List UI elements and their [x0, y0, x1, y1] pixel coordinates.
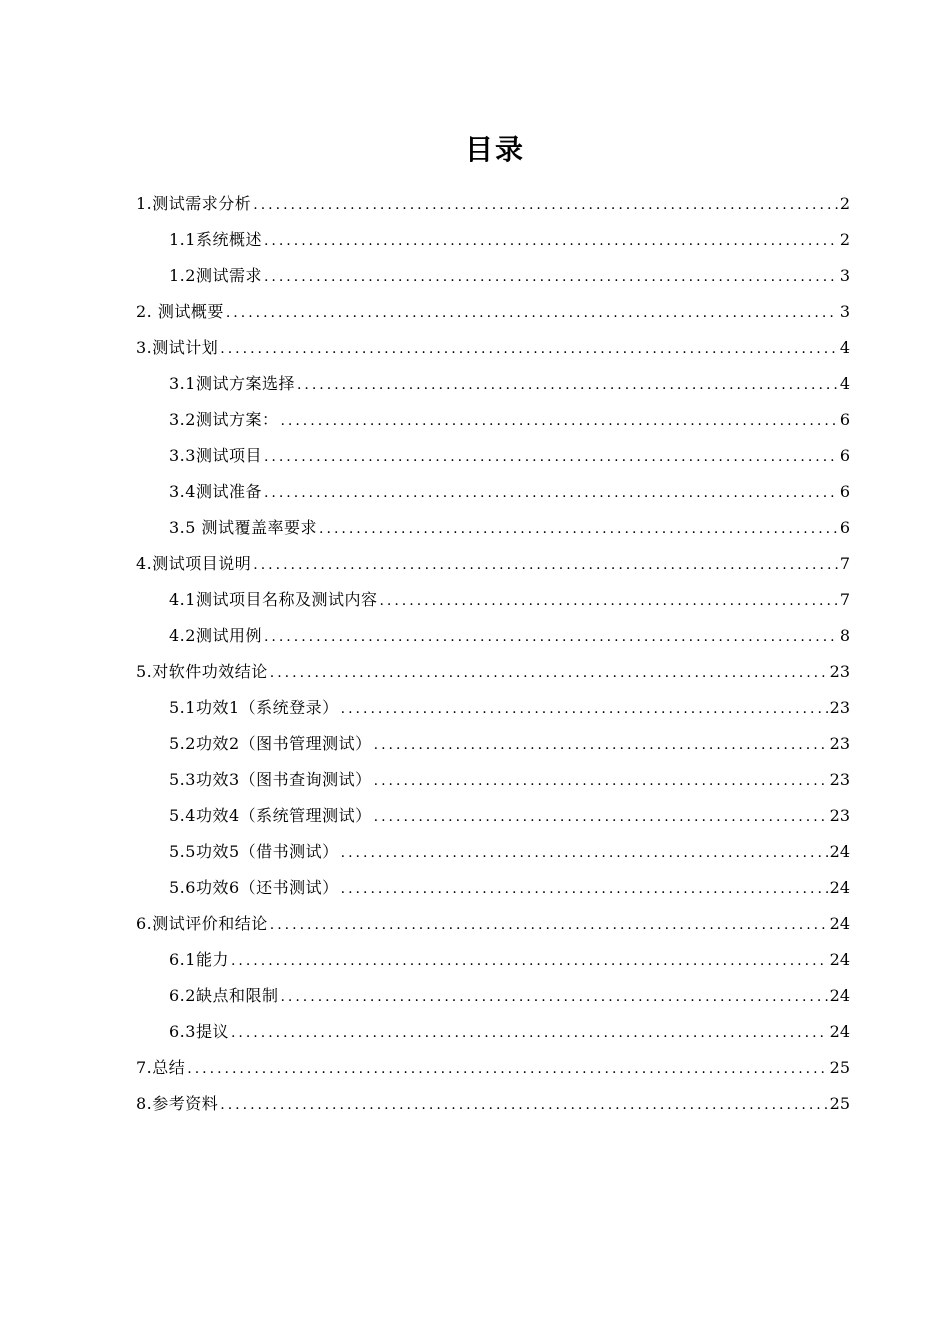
toc-dot-leader — [374, 727, 828, 763]
toc-dot-leader — [231, 943, 828, 979]
toc-dot-leader — [253, 547, 838, 583]
toc-entry-label: 3.3测试项目 — [169, 446, 262, 465]
toc-entry-page-number: 6 — [839, 518, 850, 537]
toc-entry-label: 4.2测试用例 — [169, 626, 262, 645]
toc-entry-page-number: 4 — [839, 338, 850, 357]
toc-entry-label: 1.1系统概述 — [169, 230, 262, 249]
toc-entry-label: 3.测试计划 — [136, 338, 219, 357]
toc-entry[interactable] — [136, 546, 850, 582]
toc-entry-page-number: 2 — [839, 194, 850, 213]
toc-entry-label: 3.2测试方案： — [169, 410, 279, 429]
toc-dot-leader — [264, 439, 838, 475]
toc-entry-page-number: 24 — [829, 1022, 850, 1041]
toc-dot-leader — [220, 1087, 827, 1123]
toc-dot-leader — [264, 619, 838, 655]
toc-dot-leader — [374, 763, 828, 799]
toc-entry-page-number: 24 — [829, 986, 850, 1005]
toc-entry-page-number: 3 — [839, 266, 850, 285]
toc-title: 目录 — [464, 133, 525, 166]
toc-dot-leader — [226, 295, 838, 331]
toc-entry-label: 7.总结 — [136, 1058, 186, 1077]
toc-entry[interactable] — [136, 906, 850, 942]
toc-entry[interactable] — [136, 870, 850, 906]
toc-entry[interactable] — [136, 582, 850, 618]
toc-dot-leader — [187, 1051, 827, 1087]
toc-entry[interactable] — [136, 654, 850, 690]
toc-dot-leader — [270, 655, 828, 691]
toc-entry[interactable] — [136, 294, 850, 330]
toc-entry-page-number: 23 — [829, 806, 850, 825]
toc-entry-page-number: 24 — [829, 950, 850, 969]
toc-entry[interactable] — [136, 366, 850, 402]
toc-entry-page-number: 24 — [829, 842, 850, 861]
toc-entry[interactable] — [136, 1086, 850, 1122]
toc-dot-leader — [253, 187, 838, 223]
toc-entry-label: 6.1能力 — [169, 950, 229, 969]
toc-entry[interactable] — [136, 690, 850, 726]
toc-entry[interactable] — [136, 438, 850, 474]
toc-entry-page-number: 7 — [839, 590, 850, 609]
toc-entry-page-number: 23 — [829, 698, 850, 717]
toc-entry-label: 5.5功效5（借书测试） — [169, 842, 339, 861]
toc-dot-leader — [297, 367, 838, 403]
toc-entry-page-number: 25 — [829, 1094, 850, 1113]
toc-dot-leader — [264, 223, 838, 259]
toc-entry[interactable] — [136, 474, 850, 510]
toc-dot-leader — [264, 475, 838, 511]
toc-entry-label: 3.4测试准备 — [169, 482, 262, 501]
toc-entry-page-number: 7 — [839, 554, 850, 573]
toc-dot-leader — [374, 799, 828, 835]
toc-entry-page-number: 24 — [829, 878, 850, 897]
toc-entry-page-number: 2 — [839, 230, 850, 249]
toc-entry-label: 1.2测试需求 — [169, 266, 262, 285]
toc-entry[interactable] — [136, 942, 850, 978]
toc-entry[interactable] — [136, 402, 850, 438]
toc-dot-leader — [280, 403, 837, 439]
toc-entry-label: 4.测试项目说明 — [136, 554, 252, 573]
toc-entry-label: 5.3功效3（图书查询测试） — [169, 770, 372, 789]
toc-entry-label: 3.1测试方案选择 — [169, 374, 295, 393]
toc-entry-label: 4.1测试项目名称及测试内容 — [169, 590, 378, 609]
toc-entry-page-number: 25 — [829, 1058, 850, 1077]
toc-entry[interactable] — [136, 1014, 850, 1050]
toc-entry[interactable] — [136, 330, 850, 366]
toc-entry-label: 5.4功效4（系统管理测试） — [169, 806, 372, 825]
toc-entry-label: 1.测试需求分析 — [136, 194, 252, 213]
toc-entry-page-number: 23 — [829, 734, 850, 753]
toc-dot-leader — [280, 979, 827, 1015]
toc-entry-label: 5.2功效2（图书管理测试） — [169, 734, 372, 753]
toc-dot-leader — [341, 835, 828, 871]
toc-entry-page-number: 4 — [839, 374, 850, 393]
toc-entry-page-number: 8 — [839, 626, 850, 645]
toc-entry[interactable] — [136, 510, 850, 546]
toc-entry[interactable] — [136, 186, 850, 222]
toc-entry-page-number: 23 — [829, 662, 850, 681]
toc-entry-label: 5.1功效1（系统登录） — [169, 698, 339, 717]
toc-dot-leader — [379, 583, 837, 619]
toc-dot-leader — [270, 907, 828, 943]
toc-list — [136, 186, 850, 1122]
toc-entry-label: 8.参考资料 — [136, 1094, 219, 1113]
toc-entry[interactable] — [136, 258, 850, 294]
toc-entry[interactable] — [136, 762, 850, 798]
toc-entry-label: 3.5 测试覆盖率要求 — [169, 518, 318, 537]
toc-entry[interactable] — [136, 222, 850, 258]
toc-dot-leader — [319, 511, 838, 547]
toc-entry-page-number: 6 — [839, 482, 850, 501]
toc-entry[interactable] — [136, 834, 850, 870]
toc-entry-label: 6.2缺点和限制 — [169, 986, 279, 1005]
toc-dot-leader — [341, 871, 828, 907]
toc-entry[interactable] — [136, 978, 850, 1014]
toc-entry-page-number: 6 — [839, 446, 850, 465]
toc-dot-leader — [231, 1015, 828, 1051]
toc-entry-label: 6.测试评价和结论 — [136, 914, 268, 933]
toc-dot-leader — [341, 691, 828, 727]
toc-entry-label: 2. 测试概要 — [136, 302, 224, 321]
toc-entry-page-number: 3 — [839, 302, 850, 321]
toc-entry[interactable] — [136, 1050, 850, 1086]
toc-entry[interactable] — [136, 798, 850, 834]
toc-dot-leader — [264, 259, 838, 295]
toc-entry-label: 6.3提议 — [169, 1022, 229, 1041]
toc-entry-label: 5.6功效6（还书测试） — [169, 878, 339, 897]
toc-entry-page-number: 6 — [839, 410, 850, 429]
toc-dot-leader — [220, 331, 838, 367]
toc-entry-page-number: 24 — [829, 914, 850, 933]
toc-entry-label: 5.对软件功效结论 — [136, 662, 268, 681]
toc-entry[interactable] — [136, 618, 850, 654]
toc-entry[interactable] — [136, 726, 850, 762]
toc-entry-page-number: 23 — [829, 770, 850, 789]
